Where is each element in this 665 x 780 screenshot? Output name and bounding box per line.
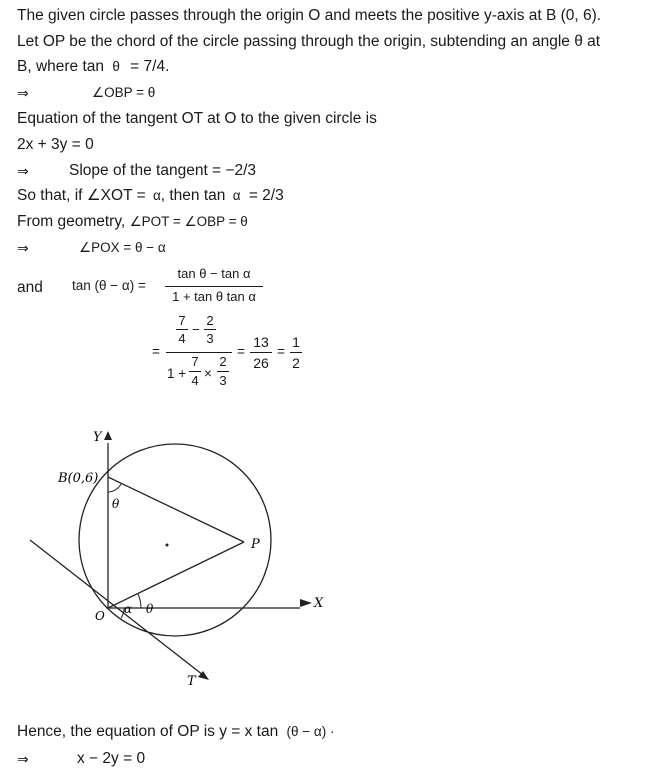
theta-symbol: θ <box>112 59 120 74</box>
line-8-value: = 2/3 <box>248 187 284 204</box>
answer-equation: x − 2y = 0 <box>77 750 146 767</box>
equals-sign: = <box>152 344 160 359</box>
frac-2b: 2 <box>219 354 227 369</box>
frac-2: 2 <box>206 313 214 328</box>
final-line <box>17 722 334 742</box>
angle-arc-b <box>108 484 121 492</box>
bar-7-4b <box>189 371 201 372</box>
bar-13-26 <box>250 352 272 353</box>
theta-o-label: θ <box>146 602 154 616</box>
frac-4: 4 <box>178 331 186 346</box>
bar-1-2 <box>290 352 302 353</box>
alpha-symbol: α <box>152 188 161 203</box>
implies-arrow: ⇒ <box>17 240 29 256</box>
final-expr: (θ − α) · <box>286 724 335 739</box>
chord-bp <box>108 477 244 542</box>
line-5: Equation of the tangent OT at O to the given circle is <box>17 110 377 127</box>
implies-arrow: ⇒ <box>17 163 29 179</box>
chord-op <box>108 542 244 608</box>
t-label: T <box>187 674 196 689</box>
angle-pox: ∠POX = θ − α <box>79 240 166 255</box>
line-8-text: So that, if ∠XOT = <box>17 187 146 204</box>
frac-3: 3 <box>206 331 214 346</box>
implies-arrow: ⇒ <box>17 85 29 101</box>
line-3-text: B, where tan <box>17 58 105 75</box>
equals-sign: = <box>277 344 285 359</box>
p-label: P <box>251 537 260 552</box>
equals-sign: = <box>237 344 245 359</box>
line-9 <box>17 212 248 232</box>
line-10 <box>17 238 166 259</box>
main-fraction-bar <box>166 352 232 353</box>
y-axis-arrow <box>104 431 112 440</box>
angle-arc-theta <box>138 594 141 608</box>
line-1: The given circle passes through the origin O and meets the positive y-axis at B (0, 6). <box>17 7 602 24</box>
geometry-figure <box>0 410 665 710</box>
bar-7-4 <box>176 329 188 330</box>
minus-sign: − <box>192 322 200 337</box>
center-dot <box>166 544 169 547</box>
line-4 <box>17 83 156 104</box>
answer-line <box>17 749 146 770</box>
times-sign: × <box>204 366 212 381</box>
line-7 <box>17 161 257 182</box>
line-9-angles: ∠POT = ∠OBP = θ <box>129 214 248 229</box>
line-2: Let OP be the chord of the circle passing through the origin, subtending an angle θ at <box>17 33 601 50</box>
line-8-mid: , then tan <box>160 187 226 204</box>
numerator-1: tan θ − tan α <box>177 266 251 281</box>
denominator-1: 1 + tan θ tan α <box>172 289 256 304</box>
bar-2-3 <box>204 329 216 330</box>
frac-4b: 4 <box>191 373 199 388</box>
line-3-value: = 7/4. <box>130 58 170 75</box>
frac-7: 7 <box>178 313 186 328</box>
alpha-o-label: α <box>124 602 133 616</box>
o-label: O <box>95 609 105 623</box>
y-label: Y <box>93 430 102 445</box>
implies-arrow: ⇒ <box>17 751 29 767</box>
frac-7b: 7 <box>191 354 199 369</box>
frac-13: 13 <box>253 334 269 350</box>
one-plus: 1 + <box>167 366 187 381</box>
tan-lhs: tan (θ − α) = <box>72 278 146 293</box>
line-8 <box>17 186 284 206</box>
frac-1: 1 <box>292 334 300 350</box>
x-axis-arrow <box>300 599 312 607</box>
frac-2c: 2 <box>292 355 300 371</box>
and-label: and <box>17 279 43 296</box>
x-label: X <box>314 596 324 611</box>
frac-3b: 3 <box>219 373 227 388</box>
fraction-bar-1 <box>165 286 263 287</box>
alpha-symbol: α <box>232 188 241 203</box>
tangent-slope: Slope of the tangent = −2/3 <box>69 162 257 179</box>
line-9-text: From geometry, <box>17 213 126 230</box>
angle-obp: ∠OBP = θ <box>92 85 156 100</box>
bar-2-3b <box>217 371 229 372</box>
final-text: Hence, the equation of OP is y = x tan <box>17 723 279 740</box>
frac-26: 26 <box>253 355 269 371</box>
theta-b-label: θ <box>112 497 120 511</box>
line-6: 2x + 3y = 0 <box>17 136 94 153</box>
line-3 <box>17 57 169 77</box>
b-label: B(0,6) <box>58 471 99 486</box>
